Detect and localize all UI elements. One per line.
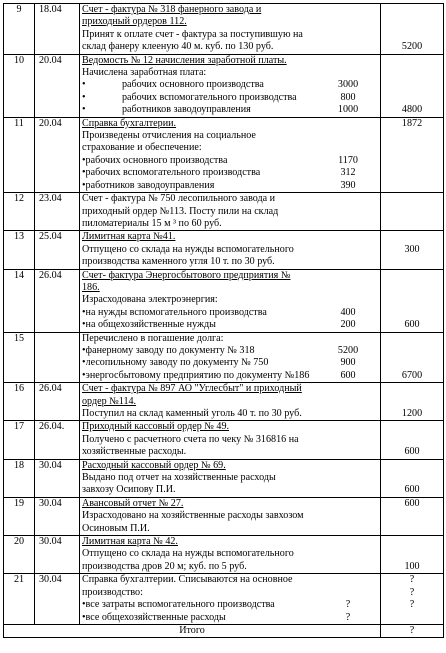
row-number: 15: [4, 332, 35, 383]
bullet: •: [82, 154, 86, 166]
row-date: 26.04: [35, 383, 80, 421]
table-row: [4, 231, 444, 269]
total-value: 1200: [401, 408, 423, 419]
document-title: Счет- фактура Энергосбытового предприятия №: [82, 269, 291, 281]
table-row: [4, 4, 444, 55]
row-date: 20.04: [35, 54, 80, 117]
bullet: •: [82, 306, 86, 318]
row-total: [381, 269, 444, 332]
item-value: 1000: [337, 104, 359, 116]
description-line: Получено с расчетного счета по чеку № 316816 на: [82, 433, 299, 445]
item-value: 400: [340, 306, 356, 318]
list-item: [82, 612, 378, 624]
item-text: работников заводоуправления: [122, 104, 251, 116]
bullet: •: [82, 104, 86, 116]
bullet: •: [82, 344, 86, 356]
bullet: •: [82, 91, 86, 103]
row-number: 13: [4, 231, 35, 269]
document-title: 186.: [82, 281, 100, 293]
item-value: 200: [340, 319, 356, 331]
row-number: 16: [4, 383, 35, 421]
row-description: [80, 459, 381, 497]
row-total: [381, 574, 444, 625]
item-text: на общехозяйственные нужды: [85, 319, 216, 331]
table-row: [4, 332, 444, 383]
bullet: •: [82, 319, 86, 331]
table-row: [4, 117, 444, 192]
row-date: 26.04: [35, 269, 80, 332]
total-value: 1872: [401, 117, 423, 129]
table-row: [4, 459, 444, 497]
row-total: [381, 421, 444, 459]
item-value: 312: [340, 167, 356, 179]
row-number: 14: [4, 269, 35, 332]
row-number: 10: [4, 54, 35, 117]
document-title: Справка бухгалтерии.: [82, 117, 177, 129]
item-value: 5200: [337, 344, 359, 356]
table-row: [4, 193, 444, 231]
total-value: ?: [409, 574, 415, 586]
bullet: •: [82, 599, 86, 611]
description-line: производства дров 20 м; куб. по 5 руб.: [82, 560, 247, 572]
total-value: 4800: [401, 104, 423, 116]
bullet: •: [82, 611, 86, 623]
description-line: Счет - фактура № 750 лесопильного завода и: [82, 193, 276, 205]
row-total: [381, 383, 444, 421]
document-title: Лимитная карта №41.: [82, 231, 176, 243]
item-value: 1170: [338, 154, 358, 166]
description-line: Принят к оплате счет - фактура за поступившую на: [82, 28, 303, 40]
list-item: [82, 307, 378, 319]
row-description: [80, 497, 381, 535]
list-item: [82, 345, 378, 357]
row-number: 19: [4, 497, 35, 535]
total-value: 600: [404, 319, 420, 331]
description-line: производство:: [82, 586, 143, 598]
table-row: [4, 54, 444, 117]
row-total: [381, 497, 444, 535]
document-title: Авансовый отчет № 27.: [82, 497, 184, 509]
row-description: [80, 117, 381, 192]
item-value: 3000: [337, 79, 359, 91]
item-text: рабочих вспомогательного производства: [85, 167, 261, 179]
item-text: на нужды вспомогательного производства: [85, 306, 267, 318]
description-line: Начислена заработная плата:: [82, 67, 207, 79]
bullet: •: [82, 167, 86, 179]
document-title: Счет - фактура № 318 фанерного завода и: [82, 4, 262, 15]
description-line: склад фанеру клееную 40 м. куб. по 130 руб.: [82, 41, 274, 53]
row-total: [381, 459, 444, 497]
row-date: 18.04: [35, 4, 80, 55]
row-date: 30.04: [35, 459, 80, 497]
row-total: [381, 54, 444, 117]
row-description: [80, 421, 381, 459]
description-line: производства каменного угля 10 т. по 30 руб.: [82, 256, 275, 268]
item-value: 800: [340, 91, 356, 103]
item-text: фанерному заводу по документу № 318: [85, 344, 255, 356]
grand-total: ?: [381, 624, 444, 637]
journal-table: [3, 3, 444, 638]
row-number: 21: [4, 574, 35, 625]
item-text: все общехозяйственные расходы: [85, 611, 226, 623]
list-item: [82, 167, 378, 179]
row-total: [381, 193, 444, 231]
row-description: [80, 536, 381, 574]
total-label: Итого: [4, 624, 381, 637]
row-date: 30.04: [35, 536, 80, 574]
list-item: [82, 79, 378, 91]
item-value: 390: [340, 179, 356, 191]
item-value: ?: [345, 611, 351, 623]
list-item: [82, 180, 378, 192]
item-text: лесопильному заводу по документу № 750: [85, 357, 269, 369]
row-date: 30.04: [35, 497, 80, 535]
row-description: [80, 4, 381, 55]
row-total: [381, 536, 444, 574]
total-value: ?: [409, 586, 415, 598]
document-title: приходный ордеров 112.: [82, 16, 187, 28]
bullet: •: [82, 79, 86, 91]
description-line: Осиновым П.И.: [82, 522, 150, 534]
row-total: [381, 231, 444, 269]
row-number: 12: [4, 193, 35, 231]
list-item: [82, 599, 378, 611]
description-line: Поступил на склад каменный уголь 40 т. по 30 руб.: [82, 408, 302, 419]
list-item: [82, 319, 378, 331]
row-date: 20.04: [35, 117, 80, 192]
table-row: [4, 497, 444, 535]
table-row: [4, 269, 444, 332]
bullet: •: [82, 179, 86, 191]
description-line: Произведены отчисления на социальное: [82, 130, 256, 142]
row-date: [35, 332, 80, 383]
item-text: энергосбытовому предприятию по документу №186: [85, 369, 310, 381]
row-total: [381, 332, 444, 383]
total-value: 5200: [401, 41, 423, 53]
description-line: Отпущено со склада на нужды вспомогательного: [82, 243, 294, 255]
item-text: рабочих вспомогательного производства: [122, 91, 297, 103]
row-total: [381, 117, 444, 192]
row-number: 11: [4, 117, 35, 192]
row-description: [80, 231, 381, 269]
table-row: [4, 421, 444, 459]
description-line: Отпущено со склада на нужды вспомогательного: [82, 548, 294, 560]
description-line: завхозу Осипову П.И.: [82, 484, 176, 496]
bullet: •: [82, 369, 86, 381]
row-description: [80, 269, 381, 332]
total-value: 100: [404, 560, 420, 572]
document-title: ордер №114.: [82, 395, 137, 407]
document-title: Расходный кассовый ордер № 69.: [82, 459, 226, 471]
total-value: ?: [409, 599, 415, 611]
row-description: [80, 332, 381, 383]
row-number: 17: [4, 421, 35, 459]
item-value: 900: [340, 357, 356, 369]
row-description: [80, 54, 381, 117]
row-description: [80, 383, 381, 421]
item-text: работников заводоуправления: [85, 179, 215, 191]
journal-body: [4, 4, 444, 638]
description-line: приходный ордер №113. Посту пили на склад: [82, 205, 279, 217]
row-date: 25.04: [35, 231, 80, 269]
list-item: [82, 92, 378, 104]
list-item: [82, 104, 378, 116]
description-line: Выдано под отчет на хозяйственные расходы: [82, 472, 276, 484]
total-value: 600: [404, 497, 420, 509]
row-description: [80, 193, 381, 231]
description-line: Справка бухгалтерии. Списываются на основное: [82, 574, 293, 586]
description-line: Перечислено в погашение долга:: [82, 332, 224, 344]
total-value: 600: [404, 484, 420, 496]
description-line: пиломатериалы 15 м ³ по 60 руб.: [82, 217, 222, 229]
row-date: 23.04: [35, 193, 80, 231]
item-value: ?: [345, 599, 351, 611]
description-line: страхование и обеспечение:: [82, 142, 202, 154]
document-title: Лимитная карта № 42.: [82, 536, 178, 548]
row-number: 9: [4, 4, 35, 55]
list-item: [82, 357, 378, 369]
row-date: 26.04.: [35, 421, 80, 459]
list-item: [82, 370, 378, 382]
item-text: рабочих основного производства: [85, 154, 228, 166]
total-value: 600: [404, 446, 420, 458]
row-number: 18: [4, 459, 35, 497]
list-item: [82, 155, 378, 167]
document-title: Приходный кассовый ордер № 49.: [82, 421, 230, 433]
description-line: Израсходовано на хозяйственные расходы завхозом: [82, 510, 304, 522]
row-date: 30.04: [35, 574, 80, 625]
document-title: Счет - фактура № 897 АО "Углесбыт" и приходный: [82, 383, 302, 395]
item-text: рабочих основного производства: [122, 79, 264, 91]
total-row: [4, 624, 444, 637]
bullet: •: [82, 357, 86, 369]
table-row: [4, 574, 444, 625]
total-value: 6700: [401, 369, 423, 381]
item-value: 600: [340, 369, 356, 381]
row-description: [80, 574, 381, 625]
description-line: хозяйственные расходы.: [82, 446, 187, 458]
row-total: [381, 4, 444, 55]
row-number: 20: [4, 536, 35, 574]
description-line: Израсходована электроэнергия:: [82, 294, 218, 306]
document-title: Ведомость № 12 начисления заработной платы.: [82, 54, 287, 66]
total-value: 300: [404, 243, 420, 255]
table-row: [4, 383, 444, 421]
item-text: все затраты вспомогательного производства: [85, 599, 275, 611]
table-row: [4, 536, 444, 574]
